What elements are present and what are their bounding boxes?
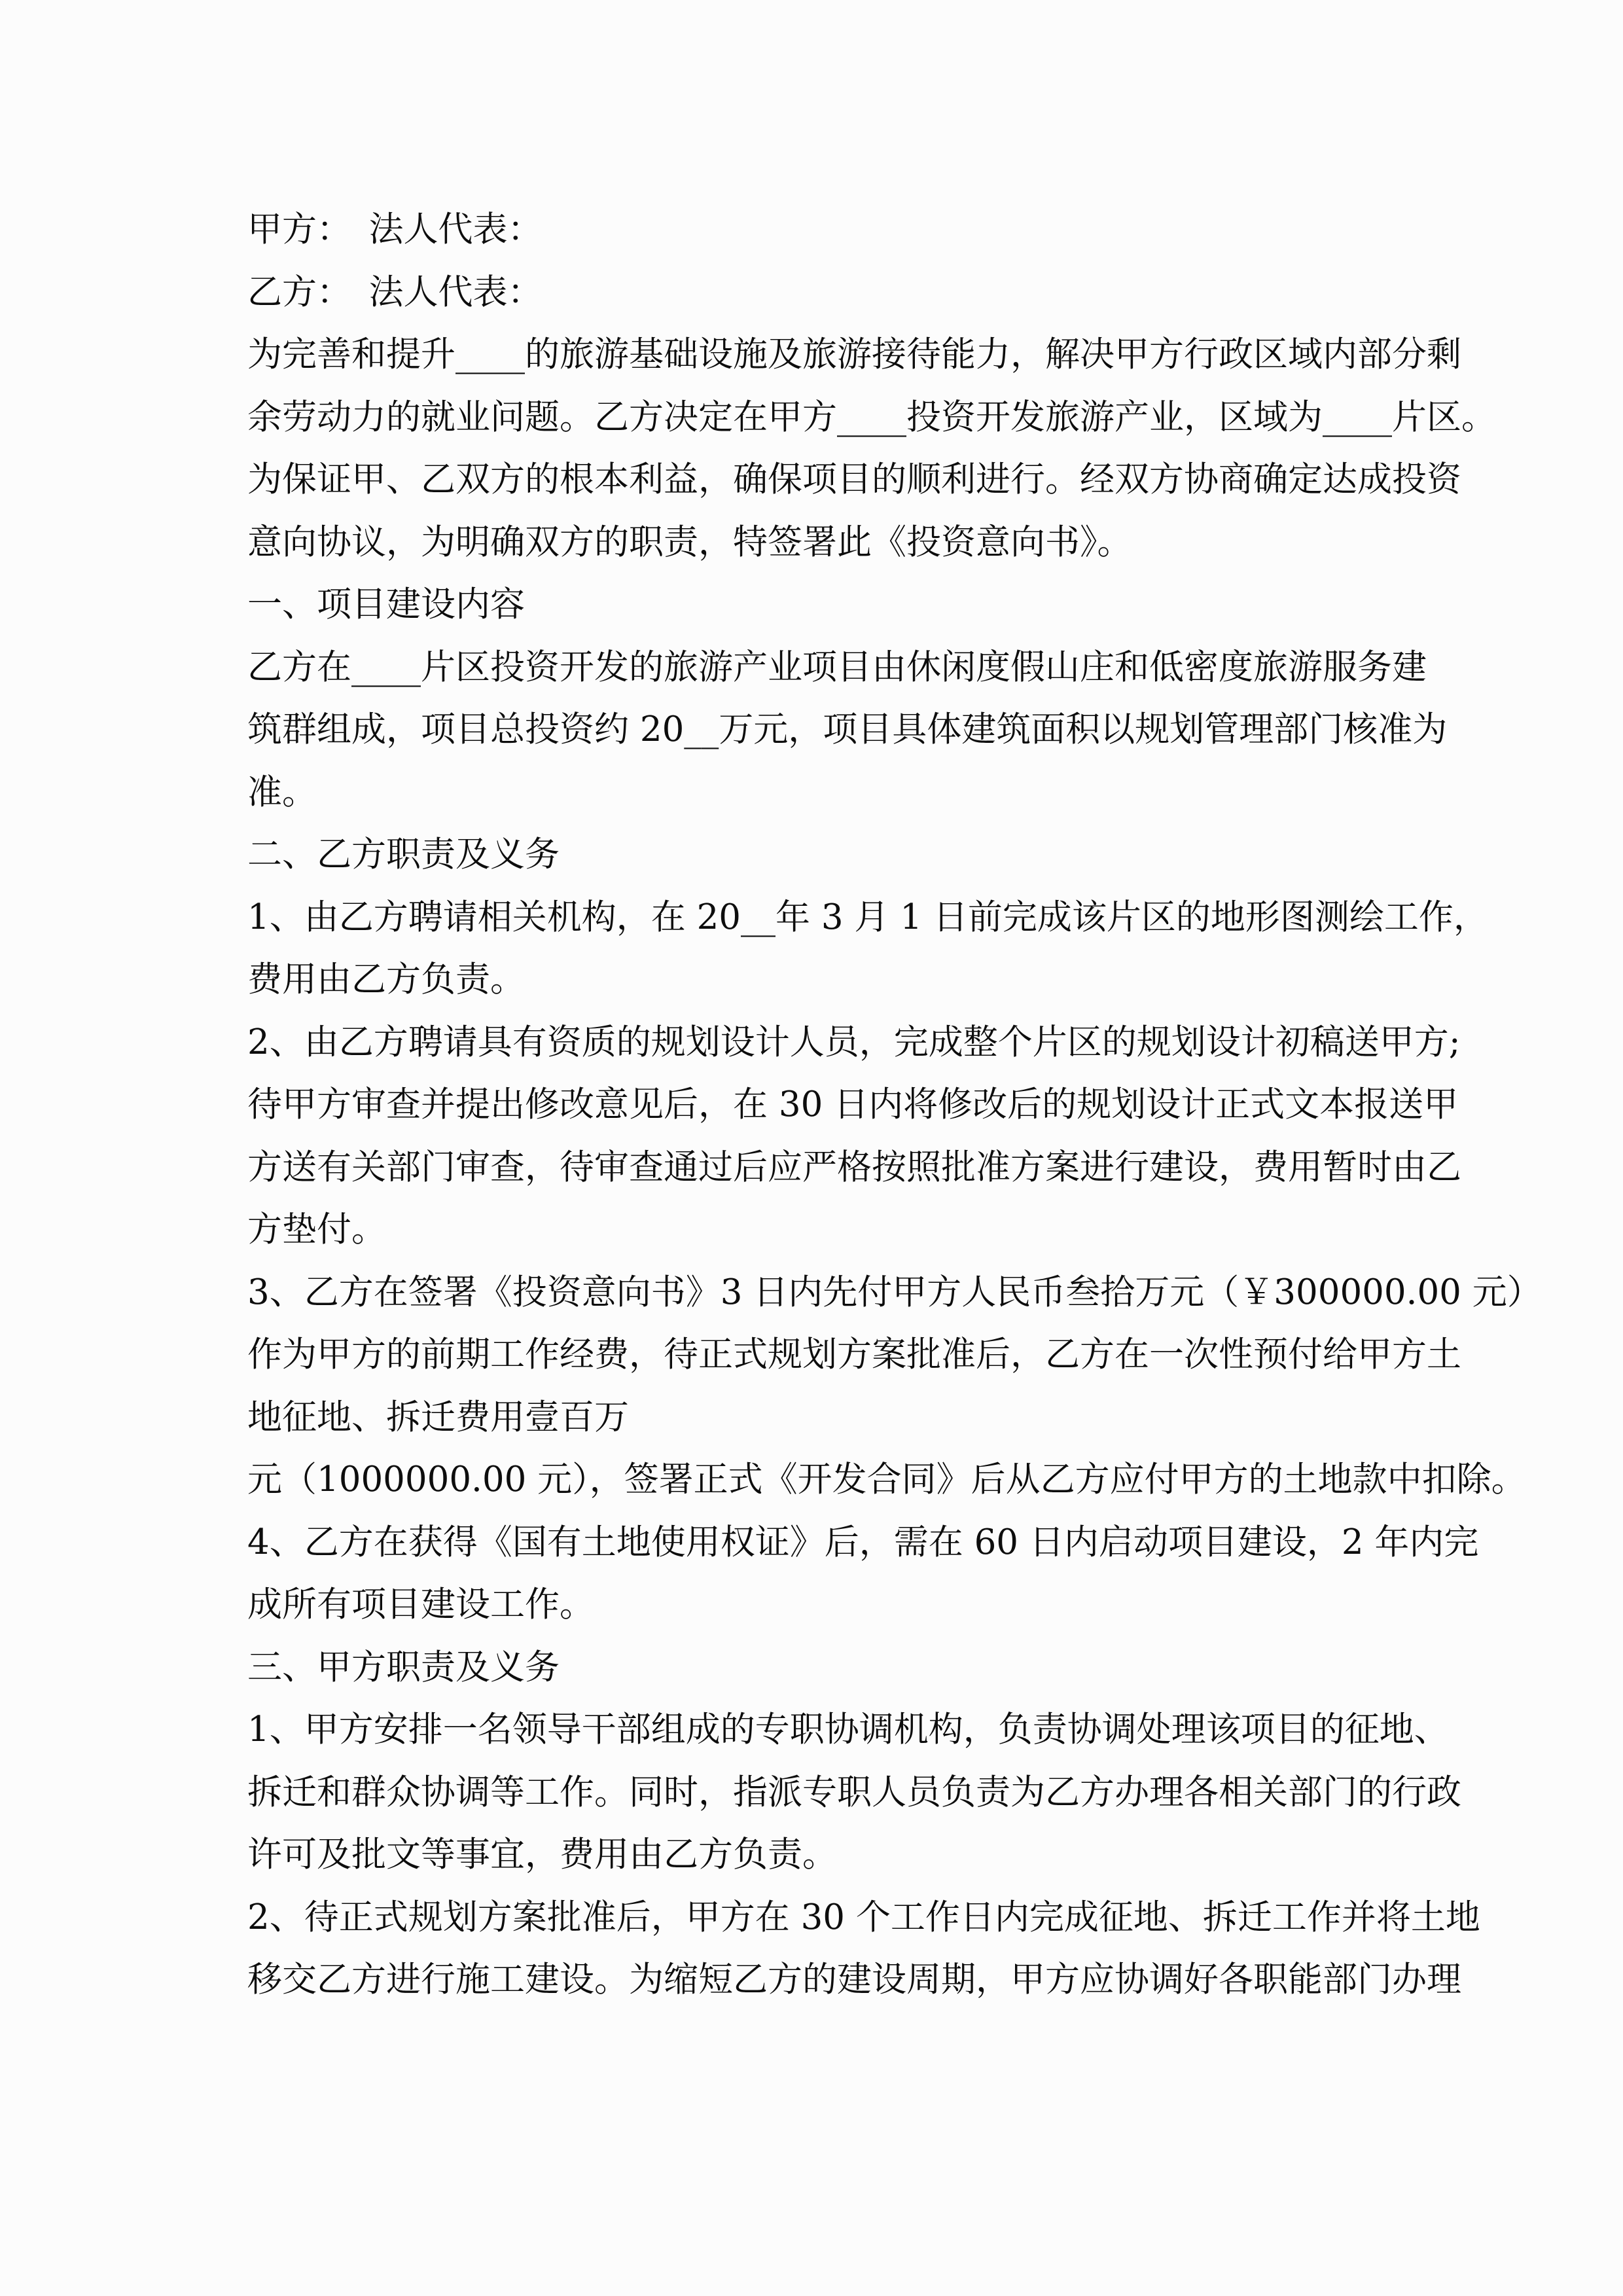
text-line: 1、甲方安排一名领导干部组成的专职协调机构，负责协调处理该项目的征地、 xyxy=(247,1710,1449,1749)
text-line: 费用由乙方负责。 xyxy=(247,960,525,999)
text-line: 4、乙方在获得《国有土地使用权证》后，需在 60 日内启动项目建设，2 年内完 xyxy=(247,1522,1479,1562)
text-line: 许可及批文等事宜，费用由乙方负责。 xyxy=(247,1835,837,1874)
text-line: 1、由乙方聘请相关机构，在 20__年 3 月 1 日前完成该片区的地形图测绘工作， xyxy=(247,897,1488,937)
text-line: 拆迁和群众协调等工作。同时，指派专职人员负责为乙方办理各相关部门的行政 xyxy=(247,1772,1461,1812)
text-line: 成所有项目建设工作。 xyxy=(247,1585,594,1624)
text-line: 待甲方审查并提出修改意见后，在 30 日内将修改后的规划设计正式文本报送甲 xyxy=(247,1085,1459,1124)
text-line: 方垫付。 xyxy=(247,1210,386,1249)
text-line: 方送有关部门审查，待审查通过后应严格按照批准方案进行建设，费用暂时由乙 xyxy=(247,1147,1461,1187)
text-line: 元（1000000.00 元），签署正式《开发合同》后从乙方应付甲方的土地款中扣除。 xyxy=(247,1460,1526,1499)
text-line: 筑群组成，项目总投资约 20__万元，项目具体建筑面积以规划管理部门核准为 xyxy=(247,709,1448,749)
text-line: 移交乙方进行施工建设。为缩短乙方的建设周期，甲方应协调好各职能部门办理 xyxy=(247,1960,1461,2000)
text-line: 乙方在____片区投资开发的旅游产业项目由休闲度假山庄和低密度旅游服务建 xyxy=(247,647,1427,687)
text-line: 地征地、拆迁费用壹百万 xyxy=(247,1397,629,1437)
text-line: 准。 xyxy=(247,772,317,812)
text-line: 3、乙方在签署《投资意向书》3 日内先付甲方人民币叁拾万元（￥300000.00 元） xyxy=(247,1272,1542,1312)
section-heading-1: 一、项目建设内容 xyxy=(247,584,525,624)
text-line: 作为甲方的前期工作经费，待正式规划方案批准后，乙方在一次性预付给甲方土 xyxy=(247,1335,1461,1374)
text-line-party-b: 乙方： 法人代表： xyxy=(247,272,543,312)
text-line: 2、待正式规划方案批准后，甲方在 30 个工作日内完成征地、拆迁工作并将土地 xyxy=(247,1897,1480,1937)
text-line: 为完善和提升____的旅游基础设施及旅游接待能力，解决甲方行政区域内部分剩 xyxy=(247,334,1461,374)
text-line-party-a: 甲方： 法人代表： xyxy=(247,209,543,249)
document-body xyxy=(247,198,1542,2011)
text-line: 2、由乙方聘请具有资质的规划设计人员，完成整个片区的规划设计初稿送甲方; xyxy=(247,1022,1461,1062)
section-heading-2: 二、乙方职责及义务 xyxy=(247,834,560,874)
text-line: 为保证甲、乙双方的根本利益，确保项目的顺利进行。经双方协商确定达成投资 xyxy=(247,459,1461,499)
section-heading-3: 三、甲方职责及义务 xyxy=(247,1647,560,1687)
text-line: 余劳动力的就业问题。乙方决定在甲方____投资开发旅游产业，区域为____片区。 xyxy=(247,397,1496,437)
text-line: 意向协议，为明确双方的职责，特签署此《投资意向书》。 xyxy=(247,522,1132,562)
